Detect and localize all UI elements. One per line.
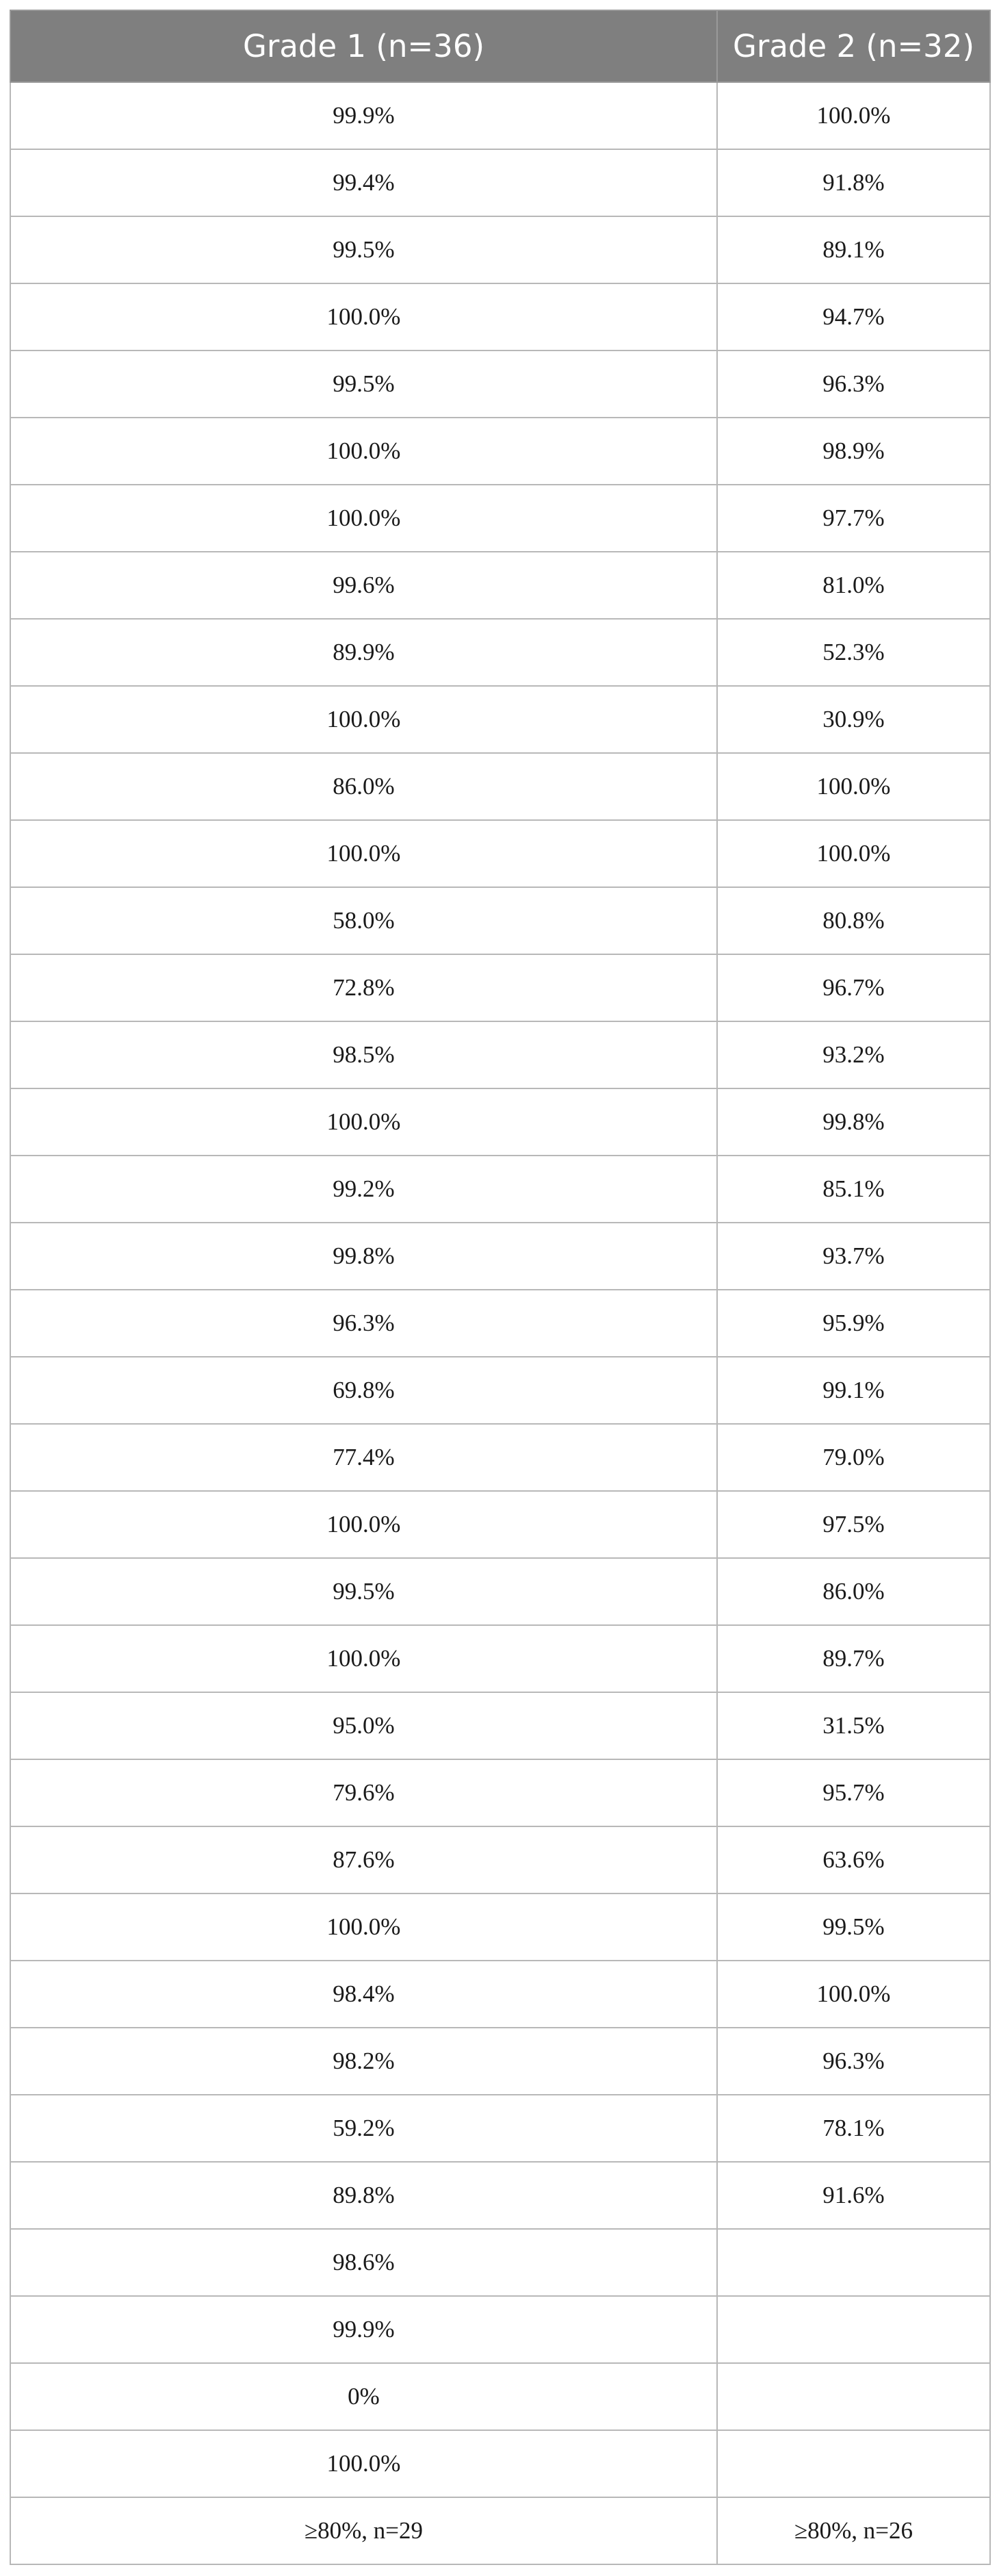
table-row (10, 1357, 990, 1424)
table-row (10, 2430, 990, 2497)
table-row (10, 1088, 990, 1156)
cell-grade-1: 98.5% (10, 1021, 717, 1088)
cell-grade-2: 94.7% (717, 283, 990, 350)
cell-grade-1: 100.0% (10, 1491, 717, 1558)
cell-grade-2: 96.3% (717, 2028, 990, 2095)
table-header (10, 10, 990, 82)
cell-grade-1: 69.8% (10, 1357, 717, 1424)
cell-grade-1: 100.0% (10, 686, 717, 753)
table-row (10, 1424, 990, 1491)
cell-grade-2: 99.1% (717, 1357, 990, 1424)
cell-grade-1: 79.6% (10, 1759, 717, 1826)
table-row (10, 1826, 990, 1893)
table-row (10, 2497, 990, 2564)
table-row (10, 216, 990, 283)
header-row (10, 10, 990, 82)
cell-grade-1: 99.6% (10, 552, 717, 619)
table-container (10, 10, 989, 2565)
table-row (10, 1290, 990, 1357)
cell-grade-2: 97.7% (717, 485, 990, 552)
cell-grade-1: 99.8% (10, 1223, 717, 1290)
cell-grade-2: 93.7% (717, 1223, 990, 1290)
data-table (10, 10, 991, 2565)
cell-grade-2: 99.5% (717, 1893, 990, 1961)
table-row (10, 1893, 990, 1961)
cell-grade-1: 58.0% (10, 887, 717, 954)
cell-grade-1: 100.0% (10, 418, 717, 485)
table-row (10, 485, 990, 552)
cell-grade-2: 96.7% (717, 954, 990, 1021)
table-row (10, 1625, 990, 1692)
table-row (10, 887, 990, 954)
cell-grade-1: 99.5% (10, 1558, 717, 1625)
cell-grade-2: 100.0% (717, 820, 990, 887)
cell-grade-1: 0% (10, 2363, 717, 2430)
cell-grade-1: 100.0% (10, 2430, 717, 2497)
cell-grade-2: 95.7% (717, 1759, 990, 1826)
cell-grade-2: 95.9% (717, 1290, 990, 1357)
table-row (10, 350, 990, 418)
cell-grade-2: 86.0% (717, 1558, 990, 1625)
cell-grade-2: 89.7% (717, 1625, 990, 1692)
table-row (10, 283, 990, 350)
cell-grade-2 (717, 2363, 990, 2430)
table-row (10, 1692, 990, 1759)
cell-grade-1: 99.9% (10, 2296, 717, 2363)
table-row (10, 686, 990, 753)
cell-grade-1: 100.0% (10, 820, 717, 887)
table-row (10, 954, 990, 1021)
table-row (10, 1021, 990, 1088)
table-row (10, 2028, 990, 2095)
table-row (10, 2162, 990, 2229)
table-row (10, 753, 990, 820)
cell-grade-1: 99.5% (10, 216, 717, 283)
cell-grade-2: 81.0% (717, 552, 990, 619)
cell-grade-1: 99.2% (10, 1156, 717, 1223)
table-row (10, 619, 990, 686)
cell-grade-2: 97.5% (717, 1491, 990, 1558)
cell-grade-1: 86.0% (10, 753, 717, 820)
cell-grade-2: 99.8% (717, 1088, 990, 1156)
cell-grade-1: 98.6% (10, 2229, 717, 2296)
cell-grade-1: 87.6% (10, 1826, 717, 1893)
table-row (10, 1156, 990, 1223)
cell-grade-1: 59.2% (10, 2095, 717, 2162)
cell-grade-1: ≥80%, n=29 (10, 2497, 717, 2564)
cell-grade-1: 100.0% (10, 1625, 717, 1692)
cell-grade-2: 100.0% (717, 82, 990, 149)
table-row (10, 552, 990, 619)
table-row (10, 2363, 990, 2430)
cell-grade-1: 99.5% (10, 350, 717, 418)
cell-grade-2: 85.1% (717, 1156, 990, 1223)
cell-grade-2: 63.6% (717, 1826, 990, 1893)
table-row (10, 1558, 990, 1625)
cell-grade-1: 100.0% (10, 283, 717, 350)
cell-grade-2: 91.6% (717, 2162, 990, 2229)
cell-grade-1: 99.9% (10, 82, 717, 149)
table-row (10, 2095, 990, 2162)
cell-grade-1: 99.4% (10, 149, 717, 216)
cell-grade-1: 100.0% (10, 1088, 717, 1156)
cell-grade-2: 91.8% (717, 149, 990, 216)
cell-grade-1: 77.4% (10, 1424, 717, 1491)
cell-grade-2: 79.0% (717, 1424, 990, 1491)
cell-grade-2: 89.1% (717, 216, 990, 283)
cell-grade-2: 52.3% (717, 619, 990, 686)
cell-grade-1: 89.9% (10, 619, 717, 686)
table-row (10, 1961, 990, 2028)
table-row (10, 820, 990, 887)
cell-grade-1: 95.0% (10, 1692, 717, 1759)
cell-grade-2: 31.5% (717, 1692, 990, 1759)
cell-grade-2: 93.2% (717, 1021, 990, 1088)
table-row (10, 1759, 990, 1826)
table-row (10, 1491, 990, 1558)
cell-grade-2: 30.9% (717, 686, 990, 753)
cell-grade-2: 98.9% (717, 418, 990, 485)
cell-grade-2 (717, 2430, 990, 2497)
table-row (10, 1223, 990, 1290)
table-row (10, 2296, 990, 2363)
header-grade-1: Grade 1 (n=36) (10, 10, 717, 82)
cell-grade-1: 100.0% (10, 1893, 717, 1961)
cell-grade-2 (717, 2296, 990, 2363)
cell-grade-2: 78.1% (717, 2095, 990, 2162)
cell-grade-1: 98.2% (10, 2028, 717, 2095)
cell-grade-2: 100.0% (717, 1961, 990, 2028)
cell-grade-2: 80.8% (717, 887, 990, 954)
cell-grade-2: ≥80%, n=26 (717, 2497, 990, 2564)
cell-grade-1: 89.8% (10, 2162, 717, 2229)
cell-grade-2: 96.3% (717, 350, 990, 418)
cell-grade-2 (717, 2229, 990, 2296)
table-row (10, 2229, 990, 2296)
cell-grade-1: 100.0% (10, 485, 717, 552)
cell-grade-1: 96.3% (10, 1290, 717, 1357)
cell-grade-2: 100.0% (717, 753, 990, 820)
table-row (10, 149, 990, 216)
table-row (10, 82, 990, 149)
cell-grade-1: 72.8% (10, 954, 717, 1021)
header-grade-2: Grade 2 (n=32) (717, 10, 990, 82)
table-row (10, 418, 990, 485)
table-body (10, 82, 990, 2564)
cell-grade-1: 98.4% (10, 1961, 717, 2028)
